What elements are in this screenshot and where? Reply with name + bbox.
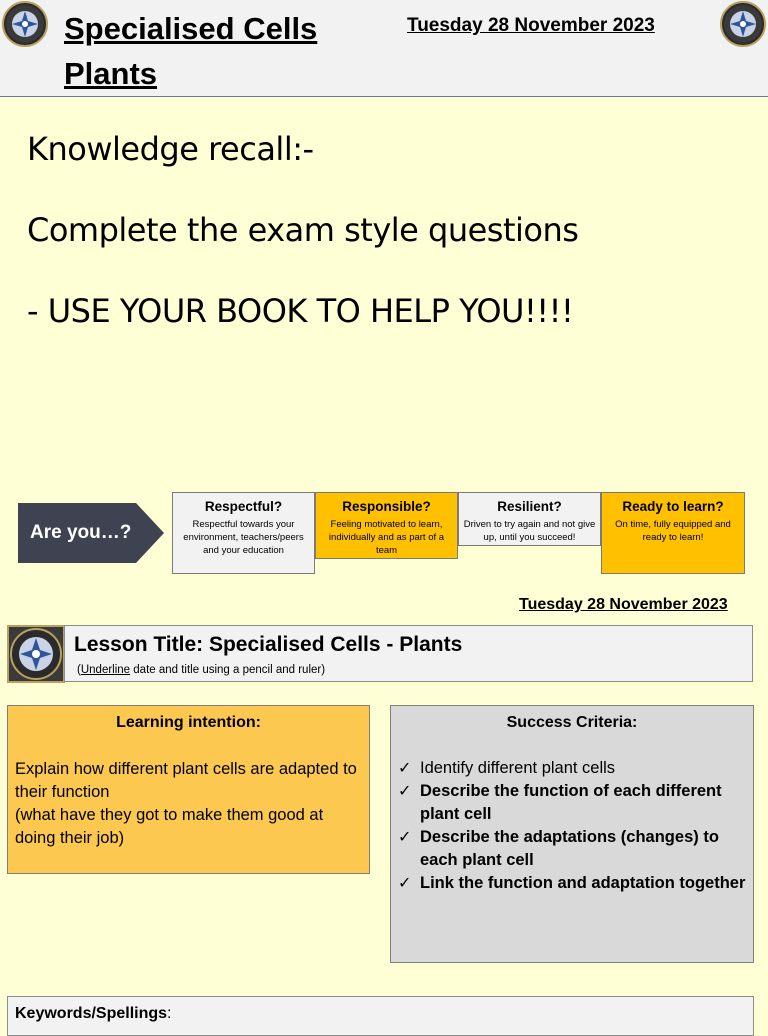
criterion-text: Identify different plant cells (420, 759, 616, 777)
keywords-colon: : (167, 1005, 172, 1022)
value-title: Respectful? (204, 499, 283, 514)
keywords-label (15, 1005, 172, 1023)
value-description: On time, fully equipped and ready to learn! (615, 519, 731, 543)
success-criteria-list (398, 757, 748, 895)
title-line-1: Specialised Cells (64, 11, 318, 46)
criterion-text: Describe the adaptations (changes) to each plant cell (420, 828, 719, 869)
are-you-label: Are you…? (30, 522, 132, 543)
school-badge-left (2, 1, 48, 47)
checkmark-icon: ✓ (398, 760, 412, 777)
checkmark-icon: ✓ (398, 829, 412, 846)
lesson-date: Tuesday 28 November 2023 (519, 596, 728, 613)
list-item (398, 780, 748, 826)
lesson-instruction-note (77, 664, 325, 676)
criterion-text: Describe the function of each different plant cell (420, 782, 722, 823)
learning-intention-subtext: (what have they got to make them good at doing their job) (15, 806, 324, 847)
list-item (398, 826, 748, 872)
value-title: Ready to learn? (622, 499, 724, 514)
recall-instruction: Complete the exam style questions (27, 211, 579, 249)
list-item (398, 757, 748, 780)
keywords-label-text: Keywords/Spellings (15, 1005, 168, 1022)
school-badge-lesson (7, 625, 65, 683)
learning-intention-text: Explain how different plant cells are adapted to their function (15, 760, 357, 801)
note-rest: date and title using a pencil and ruler) (130, 664, 326, 676)
title-line-2: Plants (64, 56, 158, 91)
learning-intention-heading: Learning intention: (116, 714, 261, 731)
checkmark-icon: ✓ (398, 783, 412, 800)
recall-heading: Knowledge recall:- (27, 130, 314, 168)
lesson-title: Lesson Title: Specialised Cells - Plants (74, 633, 463, 656)
header-date: Tuesday 28 November 2023 (407, 15, 655, 36)
value-respectful (172, 492, 315, 574)
checkmark-icon: ✓ (398, 875, 412, 892)
learning-intention-body (15, 758, 367, 850)
list-item (398, 872, 748, 895)
value-description: Feeling motivated to learn, individually and as part of a team (328, 519, 445, 556)
page-title (64, 6, 364, 96)
note-open: ( (77, 664, 81, 676)
value-ready-to-learn (601, 492, 745, 574)
value-description: Driven to try again and not give up, until you succeed! (463, 519, 596, 543)
criterion-text: Link the function and adaptation together (420, 874, 746, 892)
success-criteria-heading: Success Criteria: (506, 714, 638, 731)
note-underlined-word: Underline (80, 664, 131, 676)
value-resilient (458, 492, 601, 546)
value-responsible (315, 492, 458, 559)
recall-reminder: - USE YOUR BOOK TO HELP YOU!!!! (27, 292, 574, 330)
value-title: Resilient? (497, 499, 562, 514)
school-badge-right (720, 1, 766, 47)
value-title: Responsible? (342, 499, 431, 514)
value-description: Respectful towards your environment, teachers/peers and your education (183, 519, 304, 556)
